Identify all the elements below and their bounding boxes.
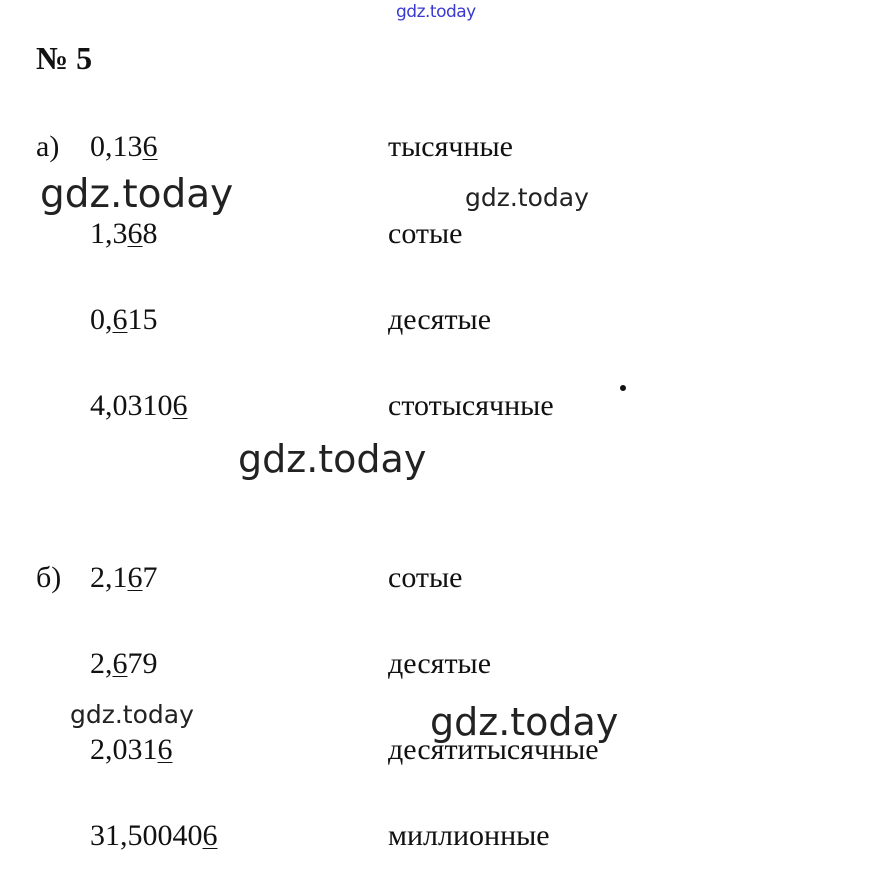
place-b4: миллионные [388, 819, 550, 852]
number-b4: 31,500406 [90, 819, 218, 852]
place-a4: стотысячные [388, 389, 554, 422]
place-b2: десятые [388, 647, 492, 680]
underlined-digit: 6 [112, 647, 128, 680]
underlined-digit: 6 [127, 217, 143, 250]
place-a1: тысячные [388, 130, 513, 163]
number-b1: 2,167 [90, 561, 158, 594]
part-b-label: б) [36, 561, 62, 594]
place-b1: сотые [388, 561, 463, 594]
place-a3: десятые [388, 303, 492, 336]
watermark: gdz.today [40, 172, 234, 217]
underlined-digit: 6 [112, 303, 128, 336]
underlined-digit: 6 [172, 389, 188, 422]
underlined-digit: 6 [157, 733, 173, 766]
number-a3: 0,615 [90, 303, 158, 336]
exercise-number: № 5 [36, 40, 93, 76]
watermark-top: gdz.today [396, 2, 476, 22]
number-b3: 2,0316 [90, 733, 173, 766]
place-a2: сотые [388, 217, 463, 250]
underlined-digit: 6 [202, 819, 218, 852]
watermark: gdz.today [238, 437, 427, 481]
part-a-label: а) [36, 130, 60, 163]
watermark: gdz.today [70, 700, 194, 729]
number-a2: 1,368 [90, 217, 158, 250]
stray-dot [620, 385, 626, 391]
number-a1: 0,136 [90, 130, 158, 163]
number-a4: 4,03106 [90, 389, 188, 422]
underlined-digit: 6 [142, 130, 158, 163]
underlined-digit: 6 [127, 561, 143, 594]
number-b2: 2,679 [90, 647, 158, 680]
watermark: gdz.today [430, 700, 619, 744]
watermark: gdz.today [465, 183, 589, 212]
place-b3: десятитысячные [388, 733, 599, 766]
